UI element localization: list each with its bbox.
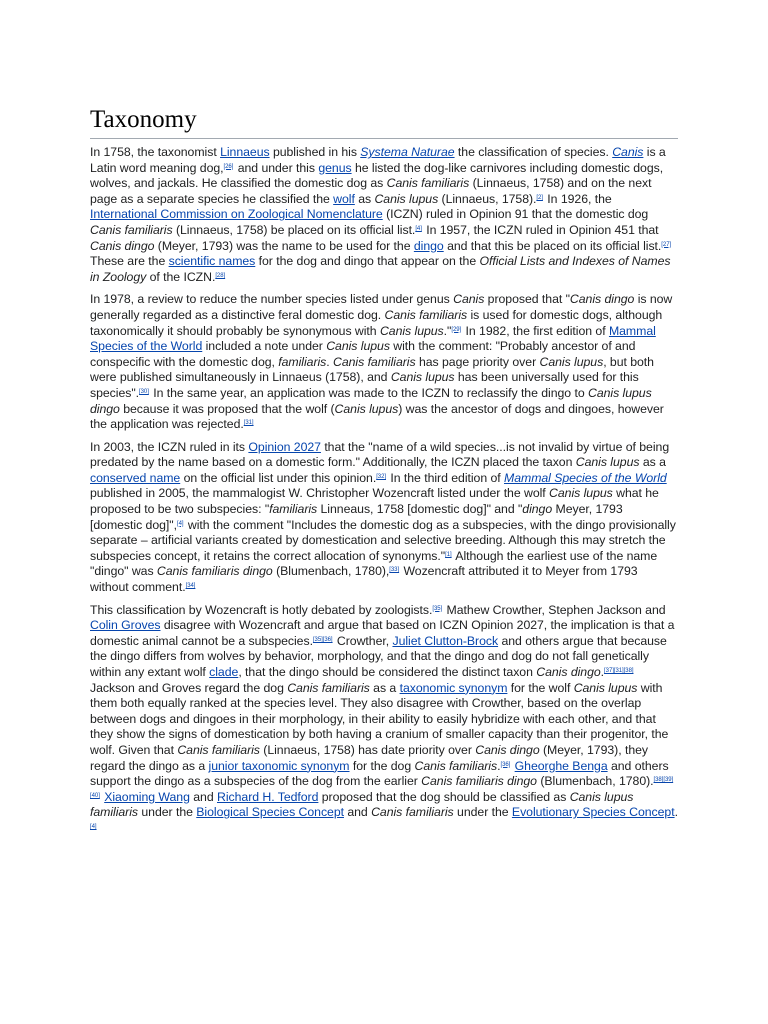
link-junior-taxonomic-synonym[interactable]: junior taxonomic synonym (208, 758, 350, 773)
link-scientific-names[interactable]: scientific names (168, 254, 256, 269)
link-biological-species-concept[interactable]: Biological Species Concept (196, 805, 344, 820)
paragraph-4: This classification by Wozencraft is hotly debated by zoologists.[35] Mathew Crowther, Stephen Jackson and Colin Groves disagree with Wozencraft and argue that based on ICZN Opinion 2027, the implication is that a domestic animal cannot be a subspecies.[35][36] Crowther, Juliet Clutton-Brock and others argue that because the dingo differs from wolves by behavior, morphology, and that the dingo and dog do not fall genetically within any extant wolf clade, that the dingo should be considered the distinct taxon Canis dingo.[37][31][38] Jackson and Groves regard the dog Canis familiaris as a taxonomic synonym for the wolf Canis lupus with them both equally ranked at the species level. They also disagree with Crowther, based on the overlap between dogs and dingoes in their morphology, in their ability to easily hybridize with each other, and that they show the signs of domestication by both having a cranium of smaller capacity than their progenitor, the wolf. Given that Canis familiaris (Linnaeus, 1758) has date priority over Canis dingo (Meyer, 1793), they regard the dingo as a junior taxonomic synonym for the dog Canis familiaris.[36] Gheorghe Benga and others support the dingo as a subspecies of the dog from the earlier Canis familiaris dingo (Blumenbach, 1780).[38][39][40] Xiaoming Wang and Richard H. Tedford proposed that the dog should be classified as Canis lupus familiaris under the Biological Species Concept and Canis familiaris under the Evolutionary Species Concept.[4] (90, 602, 678, 830)
citation-ref[interactable]: [2] (536, 194, 543, 201)
citation-ref[interactable]: [35] (432, 605, 443, 612)
link-iczn[interactable]: International Commission on Zoological Nomenclature (90, 207, 383, 222)
citation-ref[interactable]: [4] (90, 823, 97, 830)
link-mammal-species-of-the-world-italic[interactable]: Mammal Species of the World (504, 470, 667, 485)
link-linnaeus[interactable]: Linnaeus (220, 145, 270, 159)
citation-ref[interactable]: [4] (176, 520, 184, 527)
paragraph-1: In 1758, the taxonomist Linnaeus published in his Systema Naturae the classification of species. Canis is a Latin word meaning dog,[26] and under this genus he listed the dog-like carnivores including domestic dogs, wolves, and jackals. He classified the domestic dog as Canis familiaris (Linnaeus, 1758) and on the next page as a separate species he classified the wolf as Canis lupus (Linnaeus, 1758).[2] In 1926, the International Commission on Zoological Nomenclature (ICZN) ruled in Opinion 91 that the domestic dog Canis familiaris (Linnaeus, 1758) be placed on its official list.[4] In 1957, the ICZN ruled in Opinion 451 that Canis dingo (Meyer, 1793) was the name to be used for the dingo and that this be placed on its official list.[27] These are the scientific names for the dog and dingo that appear on the Official Lists and Indexes of Names in Zoology of the ICZN.[28] (90, 145, 672, 284)
section-heading: Taxonomy (90, 104, 678, 139)
citation-ref[interactable]: [4] (415, 225, 422, 232)
link-wolf[interactable]: wolf (333, 191, 355, 206)
citation-ref[interactable]: [30] (139, 388, 149, 395)
link-richard-h-tedford[interactable]: Richard H. Tedford (217, 789, 319, 804)
citation-ref[interactable]: [28] (215, 272, 226, 279)
citation-ref[interactable]: [27] (661, 241, 672, 248)
link-juliet-clutton-brock[interactable]: Juliet Clutton-Brock (392, 633, 499, 648)
link-systema-naturae[interactable]: Systema Naturae (360, 145, 455, 159)
citation-ref[interactable]: [1] (445, 551, 452, 558)
article-section (90, 104, 678, 844)
link-genus[interactable]: genus (318, 160, 352, 175)
citation-ref[interactable]: [32] (376, 473, 386, 480)
link-evolutionary-species-concept[interactable]: Evolutionary Species Concept (511, 805, 675, 820)
link-canis[interactable]: Canis (612, 145, 644, 159)
link-taxonomic-synonym[interactable]: taxonomic synonym (399, 680, 508, 695)
link-xiaoming-wang[interactable]: Xiaoming Wang (104, 789, 190, 804)
link-opinion-2027[interactable]: Opinion 2027 (248, 439, 321, 454)
link-dingo[interactable]: dingo (413, 238, 444, 253)
link-mammal-species-of-the-world[interactable]: Mammal Species of the World (90, 323, 656, 354)
citation-ref[interactable]: [35][36] (312, 636, 333, 643)
citation-ref[interactable]: [37][31][38] (604, 668, 634, 674)
link-gheorghe-benga[interactable]: Gheorghe Benga (514, 758, 608, 773)
citation-ref[interactable]: [34] (185, 583, 196, 590)
paragraph-2: In 1978, a review to reduce the number species listed under genus Canis proposed that "Canis dingo is now generally regarded as a distinctive feral domestic dog. Canis familiaris is used for domestic dogs, although taxonomically it should probably be synonymous with Canis lupus."[29] In 1982, the first edition of Mammal Species of the World included a note under Canis lupus with the comment: "Probably ancestor of and conspecific with the domestic dog, familiaris. Canis familiaris has page priority over Canis lupus, but both were published simultaneously in Linnaeus (1758), and Canis lupus has been universally used for this species".[30] In the same year, an application was made to the ICZN to reclassify the dingo to Canis lupus dingo because it was proposed that the wolf (Canis lupus) was the ancestor of dogs and dingoes, however the application was rejected.[31] (90, 292, 673, 432)
citation-ref[interactable]: [36] (500, 761, 511, 768)
citation-ref[interactable]: [29] (451, 326, 462, 333)
link-conserved-name[interactable]: conserved name (90, 470, 181, 485)
citation-ref[interactable]: [33] (389, 567, 400, 574)
citation-ref[interactable]: [31] (243, 420, 254, 427)
link-clade[interactable]: clade (209, 665, 239, 679)
paragraph-3: In 2003, the ICZN ruled in its Opinion 2027 that the "name of a wild species...is not invalid by virtue of being predated by the name based on a domestic form." Additionally, the ICZN placed the taxon Canis lupus as a conserved name on the official list under this opinion.[32] In the third edition of Mammal Species of the World published in 2005, the mammalogist W. Christopher Wozencraft listed under the wolf Canis lupus what he proposed to be two subspecies: "familiaris Linneaus, 1758 [domestic dog]" and "dingo Meyer, 1793 [domestic dog]",[4] with the comment "Includes the domestic dog as a subspecies, with the dingo provisionally separate – artificial variants created by domestication and selective breeding. Although this may stretch the subspecies concept, it retains the correct allocation of synonyms."[1] Although the earliest use of the name "dingo" was Canis familiaris dingo (Blumenbach, 1780),[33] Wozencraft attributed it to Meyer from 1793 without comment.[34] (90, 439, 676, 595)
link-colin-groves[interactable]: Colin Groves (90, 618, 161, 633)
citation-ref[interactable]: [38][39][40] (90, 777, 674, 799)
citation-ref[interactable]: [26] (223, 163, 234, 170)
